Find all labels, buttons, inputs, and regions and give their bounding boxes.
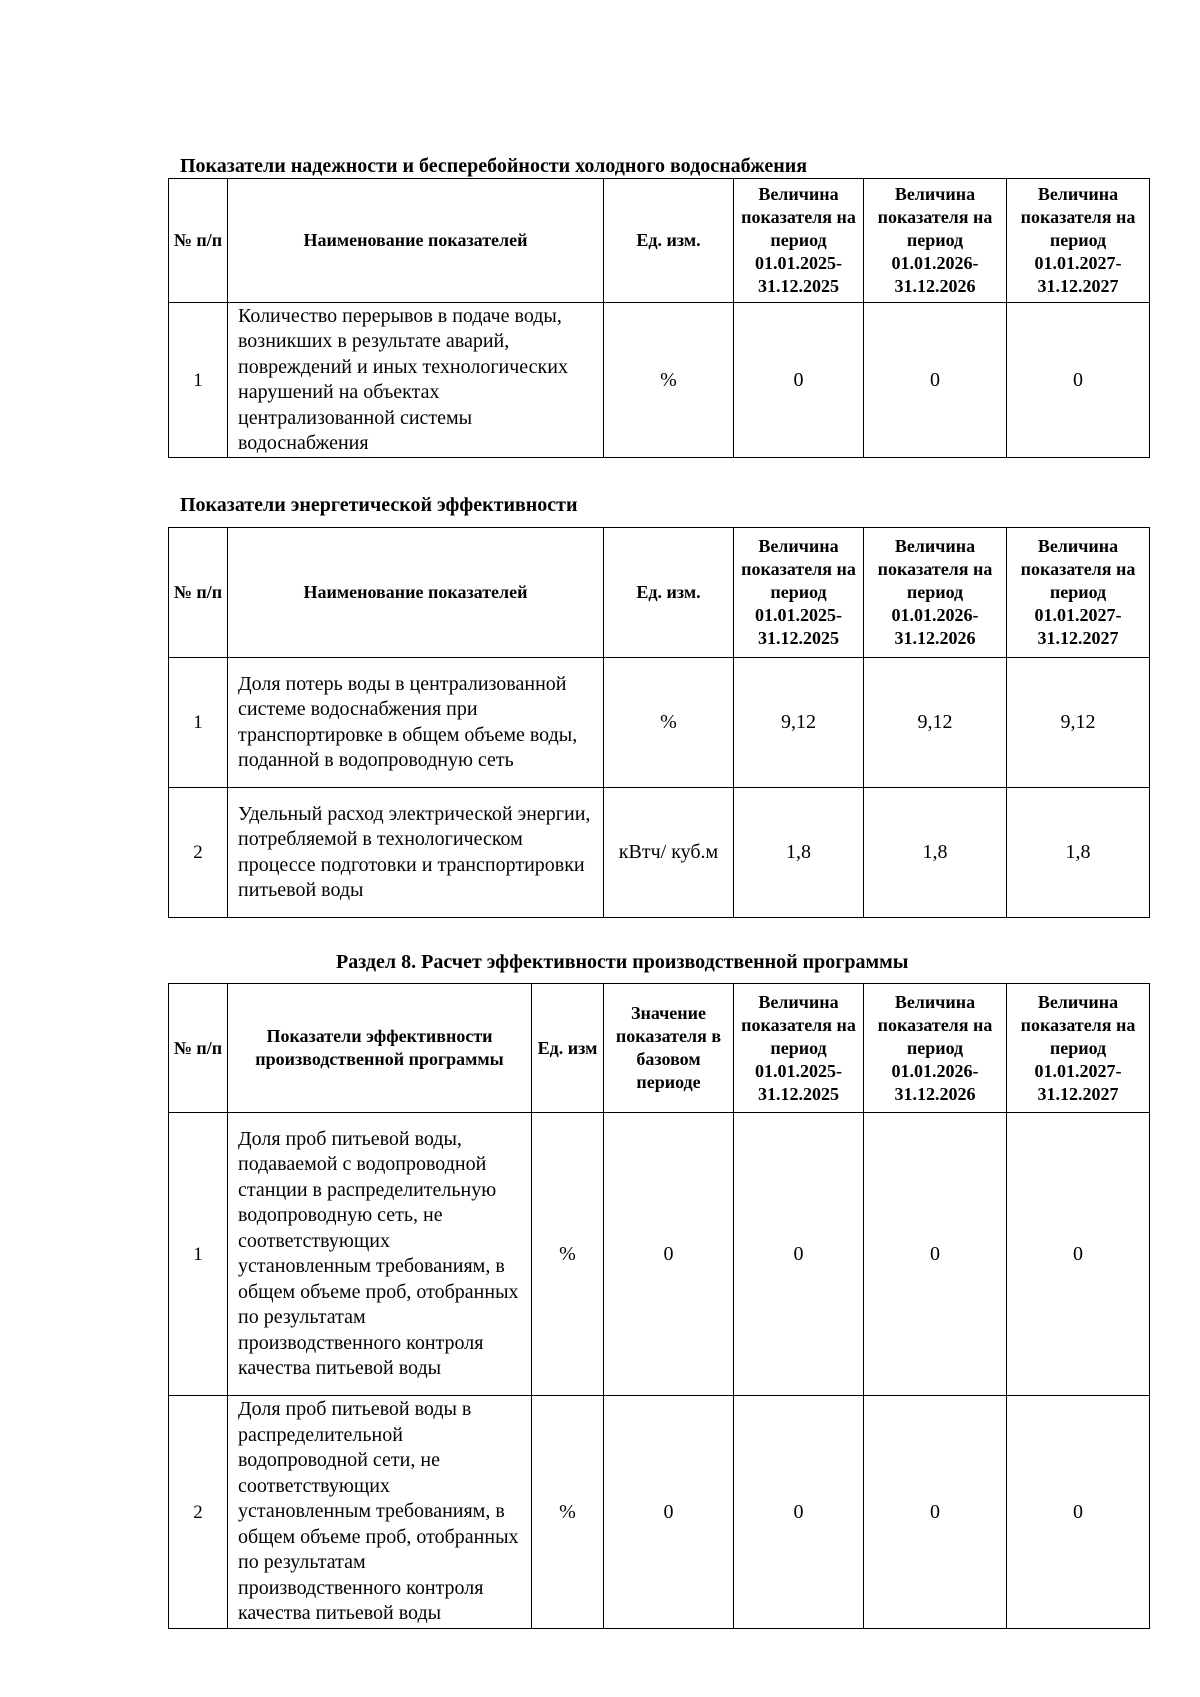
row-num: 1 (169, 1113, 228, 1396)
row-unit: % (604, 303, 734, 458)
table-header-row (169, 179, 1150, 303)
energy-efficiency-table (168, 527, 1150, 918)
header-name: Показатели эффективности производственной программы (228, 984, 532, 1113)
row-unit: % (532, 1396, 604, 1629)
row-name: Доля потерь воды в централизованной системе водоснабжения при транспортировке в общем объеме воды, поданной в водопроводную сеть (228, 658, 604, 788)
row-unit: % (604, 658, 734, 788)
table-row (169, 1113, 1150, 1396)
header-num: № п/п (169, 984, 228, 1113)
header-num: № п/п (169, 528, 228, 658)
header-unit: Ед. изм. (604, 528, 734, 658)
row-value-2027: 0 (1007, 303, 1150, 458)
header-name: Наименование показателей (228, 528, 604, 658)
row-num: 1 (169, 303, 228, 458)
header-period-2025: Величина показателя на период 01.01.2025-31.12.2025 (734, 984, 864, 1113)
header-period-2027: Величина показателя на период 01.01.2027-31.12.2027 (1007, 179, 1150, 303)
header-name: Наименование показателей (228, 179, 604, 303)
row-num: 2 (169, 1396, 228, 1629)
row-value-base: 0 (604, 1396, 734, 1629)
header-period-2026: Величина показателя на период 01.01.2026-31.12.2026 (864, 984, 1007, 1113)
header-num: № п/п (169, 179, 228, 303)
table-header-row (169, 984, 1150, 1113)
program-efficiency-table (168, 983, 1150, 1629)
row-name: Удельный расход электрической энергии, потребляемой в технологическом процессе подготовки и транспортировки питьевой воды (228, 788, 604, 918)
row-value-2027: 1,8 (1007, 788, 1150, 918)
row-value-2027: 9,12 (1007, 658, 1150, 788)
table-header-row (169, 528, 1150, 658)
row-num: 2 (169, 788, 228, 918)
header-period-2026: Величина показателя на период 01.01.2026-31.12.2026 (864, 528, 1007, 658)
header-unit: Ед. изм. (604, 179, 734, 303)
row-value-2027: 0 (1007, 1113, 1150, 1396)
row-value-2026: 0 (864, 1396, 1007, 1629)
row-value-2026: 1,8 (864, 788, 1007, 918)
header-unit: Ед. изм (532, 984, 604, 1113)
header-period-2027: Величина показателя на период 01.01.2027-31.12.2027 (1007, 528, 1150, 658)
row-value-2027: 0 (1007, 1396, 1150, 1629)
header-period-2025: Величина показателя на период 01.01.2025-31.12.2025 (734, 528, 864, 658)
table-row (169, 303, 1150, 458)
table-row (169, 788, 1150, 918)
row-value-2026: 9,12 (864, 658, 1007, 788)
row-name: Количество перерывов в подаче воды, возникших в результате аварий, повреждений и иных технологических нарушений на объектах централизованной системы водоснабжения (228, 303, 604, 458)
section-title-reliability: Показатели надежности и бесперебойности холодного водоснабжения (180, 155, 808, 177)
section-title-energy: Показатели энергетической эффективности (180, 494, 578, 516)
header-period-2025: Величина показателя на период 01.01.2025-31.12.2025 (734, 179, 864, 303)
row-value-2025: 1,8 (734, 788, 864, 918)
row-num: 1 (169, 658, 228, 788)
row-value-2026: 0 (864, 303, 1007, 458)
reliability-table (168, 178, 1150, 458)
header-base-period: Значение показателя в базовом периоде (604, 984, 734, 1113)
section-title-program-efficiency: Раздел 8. Расчет эффективности производственной программы (336, 951, 909, 973)
row-value-2025: 0 (734, 303, 864, 458)
row-value-2025: 0 (734, 1396, 864, 1629)
header-period-2027: Величина показателя на период 01.01.2027-31.12.2027 (1007, 984, 1150, 1113)
table-row (169, 658, 1150, 788)
header-period-2026: Величина показателя на период 01.01.2026-31.12.2026 (864, 179, 1007, 303)
row-unit: кВтч/ куб.м (604, 788, 734, 918)
row-name: Доля проб питьевой воды, подаваемой с водопроводной станции в распределительную водопроводную сеть, не соответствующих установленным требованиям, в общем объеме проб, отобранных по результатам производственного контроля качества питьевой воды (228, 1113, 532, 1396)
row-name: Доля проб питьевой воды в распределительной водопроводной сети, не соответствующих установленным требованиям, в общем объеме проб, отобранных по результатам производственного контроля качества питьевой воды (228, 1396, 532, 1629)
row-value-base: 0 (604, 1113, 734, 1396)
row-value-2025: 0 (734, 1113, 864, 1396)
row-value-2025: 9,12 (734, 658, 864, 788)
table-row (169, 1396, 1150, 1629)
row-unit: % (532, 1113, 604, 1396)
row-value-2026: 0 (864, 1113, 1007, 1396)
